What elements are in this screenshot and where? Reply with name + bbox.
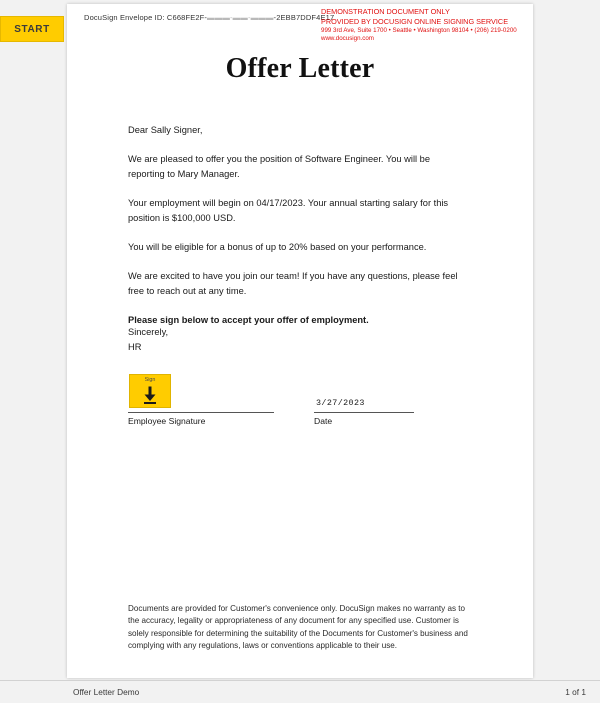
start-button-label: START: [14, 23, 50, 35]
page-count: 1 of 1: [565, 687, 586, 697]
envelope-id-suffix: -2EBB7DDF4E17: [273, 13, 335, 22]
document-page: [67, 4, 533, 678]
demo-notice-line-2: PROVIDED BY DOCUSIGN ONLINE SIGNING SERVICE: [321, 16, 509, 26]
envelope-id-redacted: ▬▬▬-▬▬-▬▬▬: [207, 13, 274, 22]
start-button[interactable]: [0, 16, 64, 42]
disclaimer-text: Documents are provided for Customer's convenience only. DocuSign makes no warranty as to the accuracy, legality or appropriateness of any document for any specified use. Customer is solely responsible for determining the suitability of the Documents for Customer's business and complying with any regulations, laws or conventions applicable to their use.: [128, 604, 468, 650]
letter-paragraph-2: Your employment will begin on 04/17/2023. Your annual starting salary for this position is $100,000 USD.: [128, 198, 449, 224]
document-name: Offer Letter Demo: [73, 687, 140, 697]
letter-signoff: [128, 325, 168, 355]
signoff-line-1: Sincerely,: [128, 327, 169, 337]
demo-notice-website: www.docusign.com: [321, 35, 374, 43]
letter-call-to-action: Please sign below to accept your offer of employment.: [128, 315, 369, 326]
page-title: Offer Letter: [225, 53, 375, 84]
employee-signature-line: [128, 412, 274, 413]
sign-field-label: Sign: [144, 377, 156, 383]
status-bar: [0, 680, 600, 703]
demo-notice-address: 999 3rd Ave, Suite 1700 • Seattle • Washington 98104 • (206) 219-0200: [321, 26, 517, 34]
date-value: 3/27/2023: [316, 398, 365, 408]
date-field-label: Date: [314, 416, 333, 426]
signoff-line-2: HR: [128, 341, 142, 352]
date-line: [314, 412, 414, 413]
download-arrow-icon: [142, 386, 158, 409]
letter-paragraph-4: We are excited to have you join our team! If you have any questions, please feel free to reach out at any time.: [128, 271, 458, 297]
letter-body: [128, 123, 458, 342]
letter-salutation: Dear Sally Signer,: [128, 125, 203, 135]
envelope-id-prefix: DocuSign Envelope ID: C668FE2F-: [84, 13, 208, 22]
demo-notice-line-1: DEMONSTRATION DOCUMENT ONLY: [321, 7, 450, 16]
letter-paragraph-3: You will be eligible for a bonus of up to 20% based on your performance.: [128, 242, 427, 253]
sign-field-button[interactable]: [129, 374, 171, 408]
envelope-id: [84, 13, 334, 22]
demonstration-notice: [321, 7, 526, 43]
letter-paragraph-1: We are pleased to offer you the position of Software Engineer. You will be reporting to Mary Manager.: [128, 154, 431, 180]
employee-signature-label: Employee Signature: [128, 416, 206, 426]
